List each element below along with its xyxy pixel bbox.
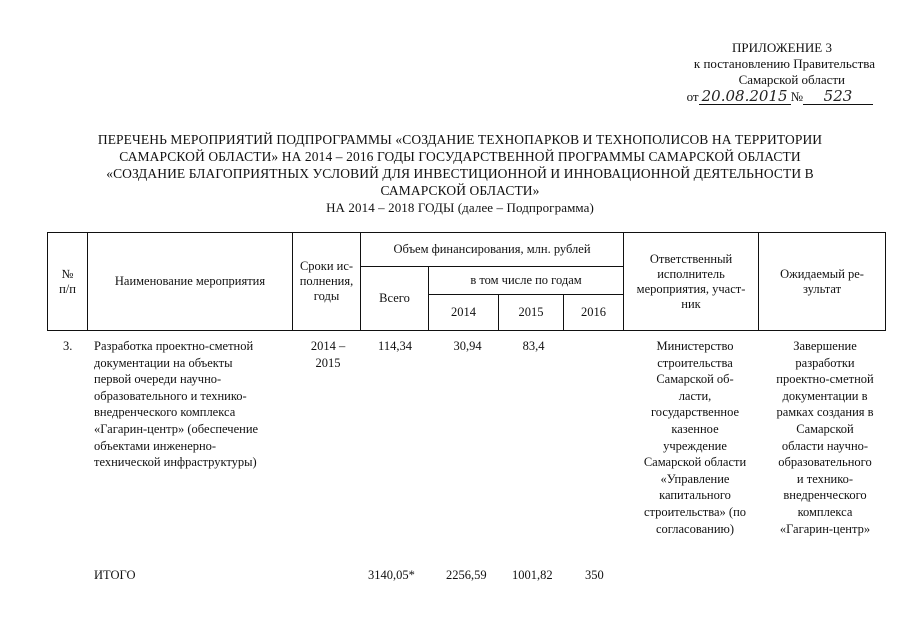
total-label: ИТОГО — [94, 568, 136, 582]
title-line: ПЕРЕЧЕНЬ МЕРОПРИЯТИЙ ПОДПРОГРАММЫ «СОЗДАНИЕ ТЕХНОПАРКОВ И ТЕХНОПОЛИСОВ НА ТЕРРИТОРИИ — [97, 132, 823, 147]
appendix-block — [635, 40, 875, 105]
appendix-region: Самарской области — [738, 72, 845, 87]
row-number: 3. — [63, 339, 73, 353]
header-result: Ожидаемый ре- зультат — [759, 233, 886, 331]
header-by-years: в том числе по годам — [429, 267, 624, 295]
row-2014: 30,94 — [453, 339, 482, 353]
header-num: № п/п — [48, 233, 88, 331]
appendix-date-number — [635, 88, 873, 105]
header-total: Всего — [361, 267, 429, 331]
row-expected-result: Завершение разработки проектно-сметной документации в рамках создания в Самарской области научно- образовательного и технико- внедренческого комплекса «Гагарин-центр» — [776, 339, 874, 536]
header-funding: Объем финансирования, млн. рублей — [361, 233, 624, 267]
row-term: 2014 – 2015 — [310, 339, 346, 370]
title-line: САМАРСКОЙ ОБЛАСТИ» — [380, 183, 540, 198]
total-2016: 350 — [585, 568, 604, 582]
title-line: «СОЗДАНИЕ БЛАГОПРИЯТНЫХ УСЛОВИЙ ДЛЯ ИНВЕСТИЦИОННОЙ И ИННОВАЦИОННОЙ ДЕЯТЕЛЬНОСТИ В — [106, 166, 814, 181]
title-line: САМАРСКОЙ ОБЛАСТИ» НА 2014 – 2016 ГОДЫ ГОСУДАРСТВЕННОЙ ПРОГРАММЫ САМАРСКОЙ ОБЛАСТИ — [119, 149, 801, 164]
document-title — [40, 131, 880, 216]
header-term: Сроки ис- полнения, годы — [293, 233, 361, 331]
handwritten-date: 20.08.2015 — [699, 88, 791, 105]
handwritten-number: 523 — [803, 88, 873, 105]
measures-table-header — [47, 232, 886, 331]
total-2014: 2256,59 — [446, 568, 487, 582]
header-responsible: Ответственный исполнитель мероприятия, участ- ник — [624, 233, 759, 331]
header-name: Наименование мероприятия — [88, 233, 293, 331]
header-year-2015: 2015 — [499, 295, 564, 331]
title-subtitle: НА 2014 – 2018 ГОДЫ (далее – Подпрограмма) — [326, 200, 594, 215]
number-label: № — [790, 89, 803, 104]
row-measure-name: Разработка проектно-сметной документации на объекты первой очереди научно- образовательного и технико- внедренческого комплекса «Гагарин-центр» (обеспечение объектами инженерно- технической инфраструктуры) — [94, 339, 259, 470]
appendix-decree-ref: к постановлению Правительства — [693, 56, 875, 71]
row-total: 114,34 — [378, 339, 412, 353]
total-sum: 3140,05* — [368, 568, 415, 582]
header-year-2014: 2014 — [429, 295, 499, 331]
from-label: от — [686, 89, 699, 104]
header-year-2016: 2016 — [564, 295, 624, 331]
row-2015: 83,4 — [522, 339, 545, 353]
row-responsible: Министерство строительства Самарской об- ласти, государственное казенное учреждение Самарской области «Управление капитального строительства» (по согласованию) — [643, 339, 747, 536]
appendix-title: ПРИЛОЖЕНИЕ 3 — [732, 40, 832, 55]
total-2015: 1001,82 — [512, 568, 553, 582]
